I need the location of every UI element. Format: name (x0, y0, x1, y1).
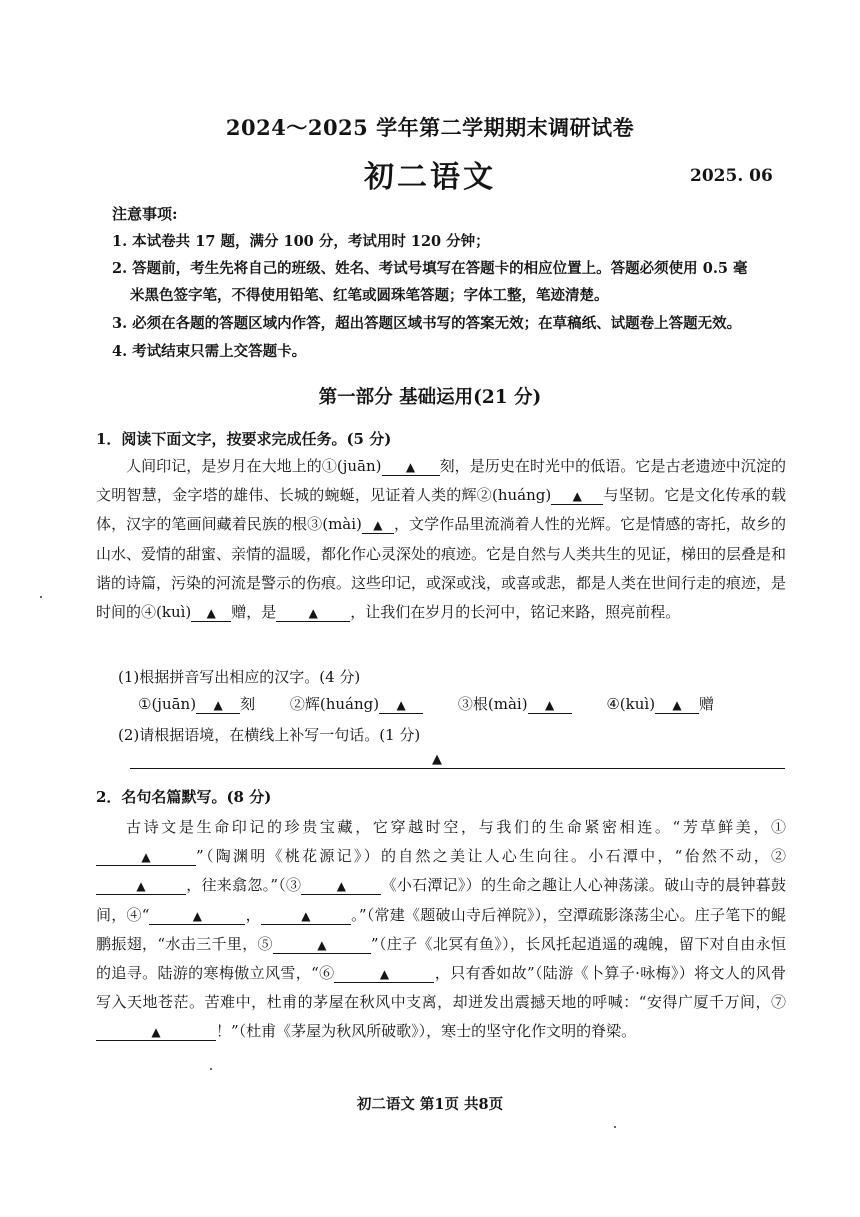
notice-item-3: 3. 必须在各题的答题区域内作答，超出答题区域书写的答案无效；在草稿纸、试题卷上答题无效。 (112, 315, 742, 332)
notice-item-1: 1. 本试卷共 17 题，满分 100 分，考试用时 120 分钟； (112, 233, 490, 250)
page-footer: 初二语文 第1页 共8页 (356, 1096, 504, 1113)
answer-mark-icon: ▲ (151, 1025, 161, 1040)
q1-sub1-answers (138, 693, 758, 714)
answer-blank-4[interactable] (655, 696, 699, 714)
q2-blank-4a[interactable] (149, 907, 245, 925)
q2-text-5: ， (245, 905, 261, 924)
answer-mark-icon: ▲ (379, 967, 390, 982)
answer-blank-1[interactable] (196, 696, 240, 714)
answer-mark-icon: ▲ (544, 698, 555, 712)
q1-heading: 1．阅读下面文字，按要求完成任务。(5 分) (96, 430, 392, 448)
answer-mark-icon: ▲ (206, 606, 216, 621)
q2-blank-4b[interactable] (261, 907, 351, 925)
answer-mark-icon: ▲ (308, 606, 318, 621)
answer-blank-3[interactable] (528, 696, 572, 714)
q2-text-3: ，往来翕忽。”（③ (186, 876, 302, 895)
answer-mark-icon: ▲ (213, 698, 223, 712)
answer-item-3: ③根(mài) ▲ (458, 695, 572, 713)
q1-sub2-answer-line[interactable] (130, 768, 785, 769)
scan-speck (210, 1068, 212, 1070)
q1-text-6: ，让我们在岁月的长河中，铭记来路，照亮前程。 (350, 603, 681, 622)
q2-text-6: 。”（常建《题破山寺后禅院》），空潭疏影涤荡尘心。庄子笔下的鲲鹏振翅，“水击三千里，⑤ (96, 905, 786, 953)
notice-item-2-cont: 米黑色签字笔，不得使用铅笔、红笔或圆珠笔答题；字体工整，笔迹清楚。 (130, 287, 609, 304)
notice-item-2: 2. 答题前，考生先将自己的班级、姓名、考试号填写在答题卡的相应位置上。答题必须使用 0.5 毫 (112, 260, 748, 277)
scan-speck (40, 596, 42, 598)
q1-text-5: 赠，是 (231, 603, 277, 622)
answer-mark-icon: ▲ (432, 752, 442, 767)
q1-text-4: ，文学作品里流淌着人性的光辉。它是情感的寄托，故乡的山水、爱情的甜蜜、亲情的温暖，都化作心灵深处的痕迹。它是自然与人类共生的见证，梯田的层叠是和谐的诗篇，污染的河流是警示的伤痕。这些印记，或深或浅，或喜或悲，都是人类在世间行走的痕迹，是时间的④(kuì) (96, 515, 787, 622)
answer-mark-icon: ▲ (572, 489, 582, 504)
answer-mark-icon: ▲ (405, 460, 416, 474)
q2-blank-1[interactable] (96, 848, 196, 866)
q1-sub1: (1)根据拼音写出相应的汉字。(4 分) (118, 668, 361, 686)
q2-text-9: ！”（杜甫《茅屋为秋风所破歌》），寒士的坚守化作文明的脊梁。 (216, 1022, 637, 1041)
q1-text-2: 刻，是历史在时光中的低语。它是古老遗迹中沉淀的文明智慧，金字塔的雄伟、长城的蜿蜒，见证着人类的辉②(huáng) (96, 457, 786, 505)
q1-blank-5[interactable] (276, 604, 350, 622)
q1-blank-4[interactable] (191, 604, 231, 622)
q2-blank-7[interactable] (96, 1023, 216, 1041)
q2-text-4: 《小石潭记》）的生命之趣让人心神荡漾。破山寺的晨钟暮鼓间，④“ (96, 876, 786, 924)
answer-mark-icon: ▲ (141, 850, 151, 865)
answer-mark-icon: ▲ (136, 879, 146, 894)
q1-sub2: (2)请根据语境，在横线上补写一句话。(1 分) (118, 726, 421, 744)
answer-item-1: ①(juān) ▲ 刻 (138, 695, 256, 713)
scan-speck (614, 1126, 616, 1128)
q1-text-1: 人间印记，是岁月在大地上的①(juān) (126, 457, 382, 475)
q1-passage (96, 452, 786, 627)
part1-title: 第一部分 基础运用(21 分) (318, 387, 542, 408)
q2-blank-2[interactable] (96, 877, 186, 895)
exam-title: 2024～2025 学年第二学期期末调研试卷 (225, 115, 635, 140)
answer-mark-icon: ▲ (672, 698, 682, 712)
exam-date: 2025. 06 (690, 166, 773, 186)
q2-text-8: ，只有香如故”（陆游《卜算子·咏梅》）将文人的风骨写入天地苍茫。苦难中，杜甫的茅屋在秋风中支离，却迸发出震撼天地的呼喊：“安得广厦千万间，⑦ (96, 964, 786, 1012)
subject-title: 初二语文 (364, 160, 496, 195)
q2-blank-6[interactable] (334, 965, 434, 983)
q1-text-3: 与坚韧。它是文化传承的载体，汉字的笔画间藏着民族的根③(mài) (96, 486, 786, 534)
q1-blank-3[interactable] (362, 516, 394, 534)
answer-blank-2[interactable] (379, 696, 423, 714)
answer-mark-icon: ▲ (301, 908, 311, 923)
answer-item-2: ②辉(huáng) ▲ (290, 695, 423, 713)
answer-item-4: ④(kuì) ▲ 赠 (606, 695, 715, 713)
q2-blank-5[interactable] (273, 936, 371, 954)
q2-text-7: ”（庄子《北冥有鱼》），长风托起逍遥的魂魄，留下对自由永恒的追寻。陆游的寒梅傲立风雪，“⑥ (96, 934, 787, 983)
answer-mark-icon: ▲ (373, 518, 383, 533)
q2-heading: 2．名句名篇默写。(8 分) (96, 788, 272, 806)
q2-text-1: 古诗文是生命印记的珍贵宝藏，它穿越时空，与我们的生命紧密相连。“芳草鲜美，① (126, 818, 786, 836)
q2-text-2: ”（陶渊明《桃花源记》）的自然之美让人心生向往。小石潭中，“佁然不动，② (196, 847, 786, 866)
answer-mark-icon: ▲ (192, 908, 202, 923)
notice-item-4: 4. 考试结束只需上交答题卡。 (112, 343, 307, 360)
answer-mark-icon: ▲ (317, 937, 327, 952)
q1-blank-2[interactable] (551, 487, 603, 505)
answer-mark-icon: ▲ (396, 698, 406, 712)
q2-passage (96, 813, 786, 1047)
q2-blank-3[interactable] (301, 877, 381, 895)
q1-blank-1[interactable] (382, 458, 440, 476)
notice-heading: 注意事项: (112, 205, 178, 223)
answer-mark-icon: ▲ (336, 879, 346, 894)
